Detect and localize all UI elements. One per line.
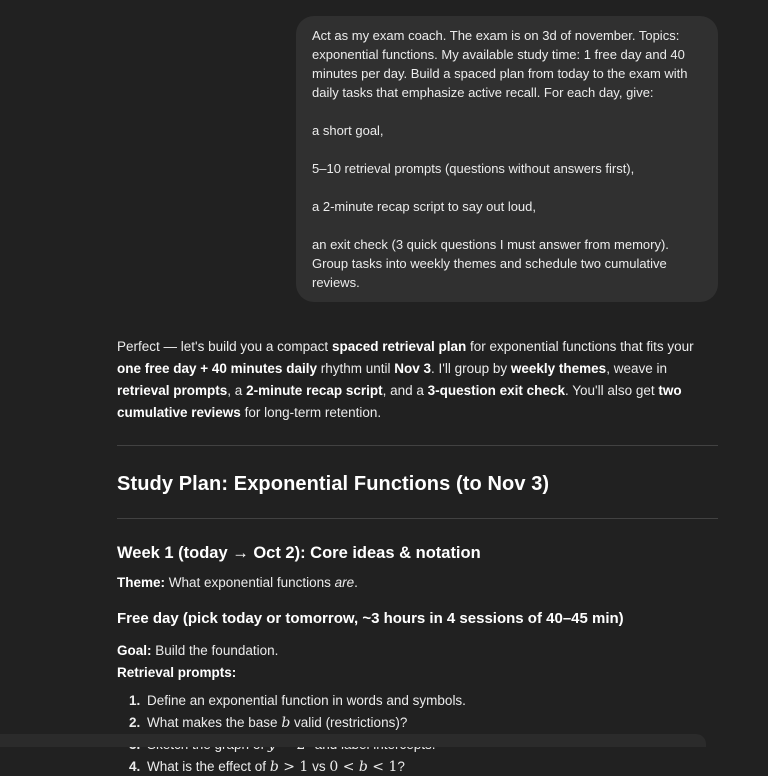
conversation-column: [117, 0, 718, 776]
week1-heading: Week 1 (today → Oct 2): Core ideas & notation: [117, 544, 481, 562]
section-divider: [117, 445, 718, 446]
user-paragraph: 5–10 retrieval prompts (questions without answers first),: [312, 161, 635, 176]
prompt-text: Define an exponential function in words and symbols.: [147, 693, 466, 708]
user-paragraph: Group tasks into weekly themes and schedule two cumulative reviews.: [312, 256, 667, 290]
assistant-intro-paragraph: Perfect — let's build you a compact spaced retrieval plan for exponential functions that fits your one free day + 40 minutes daily rhythm until Nov 3. I'll group by weekly themes, weave in retrieval prompts, a 2-minute recap script, and a 3-question exit check. You'll also get two cumulative reviews for long-term retention.: [117, 339, 694, 420]
prompt-text: What is the effect of b > 1 vs 0 < b < 1?: [147, 759, 405, 775]
user-paragraph: an exit check (3 quick questions I must answer from memory).: [312, 237, 669, 252]
free-day-heading: Free day (pick today or tomorrow, ~3 hours in 4 sessions of 40–45 min): [117, 610, 624, 627]
composer-top-edge[interactable]: [0, 734, 706, 747]
retrieval-prompts-label: Retrieval prompts:: [117, 665, 237, 680]
user-paragraph: a short goal,: [312, 123, 384, 138]
retrieval-prompt-item: [144, 713, 718, 732]
user-message-row: [117, 0, 718, 302]
user-paragraph: a 2-minute recap script to say out loud,: [312, 199, 537, 214]
retrieval-prompt-item: [144, 757, 718, 776]
week1-theme-line: Theme: What exponential functions are.: [117, 575, 358, 590]
user-message-bubble: [296, 16, 718, 302]
user-paragraph: Act as my exam coach. The exam is on 3d of november. Topics: exponential functions. My available study time: 1 free day and 40 minutes per day. Build a spaced plan from today to the exam with daily tasks that emphasize active recall. For each day, give:: [312, 28, 688, 100]
study-plan-title: Study Plan: Exponential Functions (to Nov 3): [117, 473, 550, 495]
prompt-text: What makes the base b valid (restrictions)?: [147, 715, 408, 731]
assistant-message: [117, 336, 718, 776]
section-divider: [117, 518, 718, 519]
retrieval-prompt-item: [144, 691, 718, 710]
goal-line: Goal: Build the foundation.: [117, 643, 279, 658]
